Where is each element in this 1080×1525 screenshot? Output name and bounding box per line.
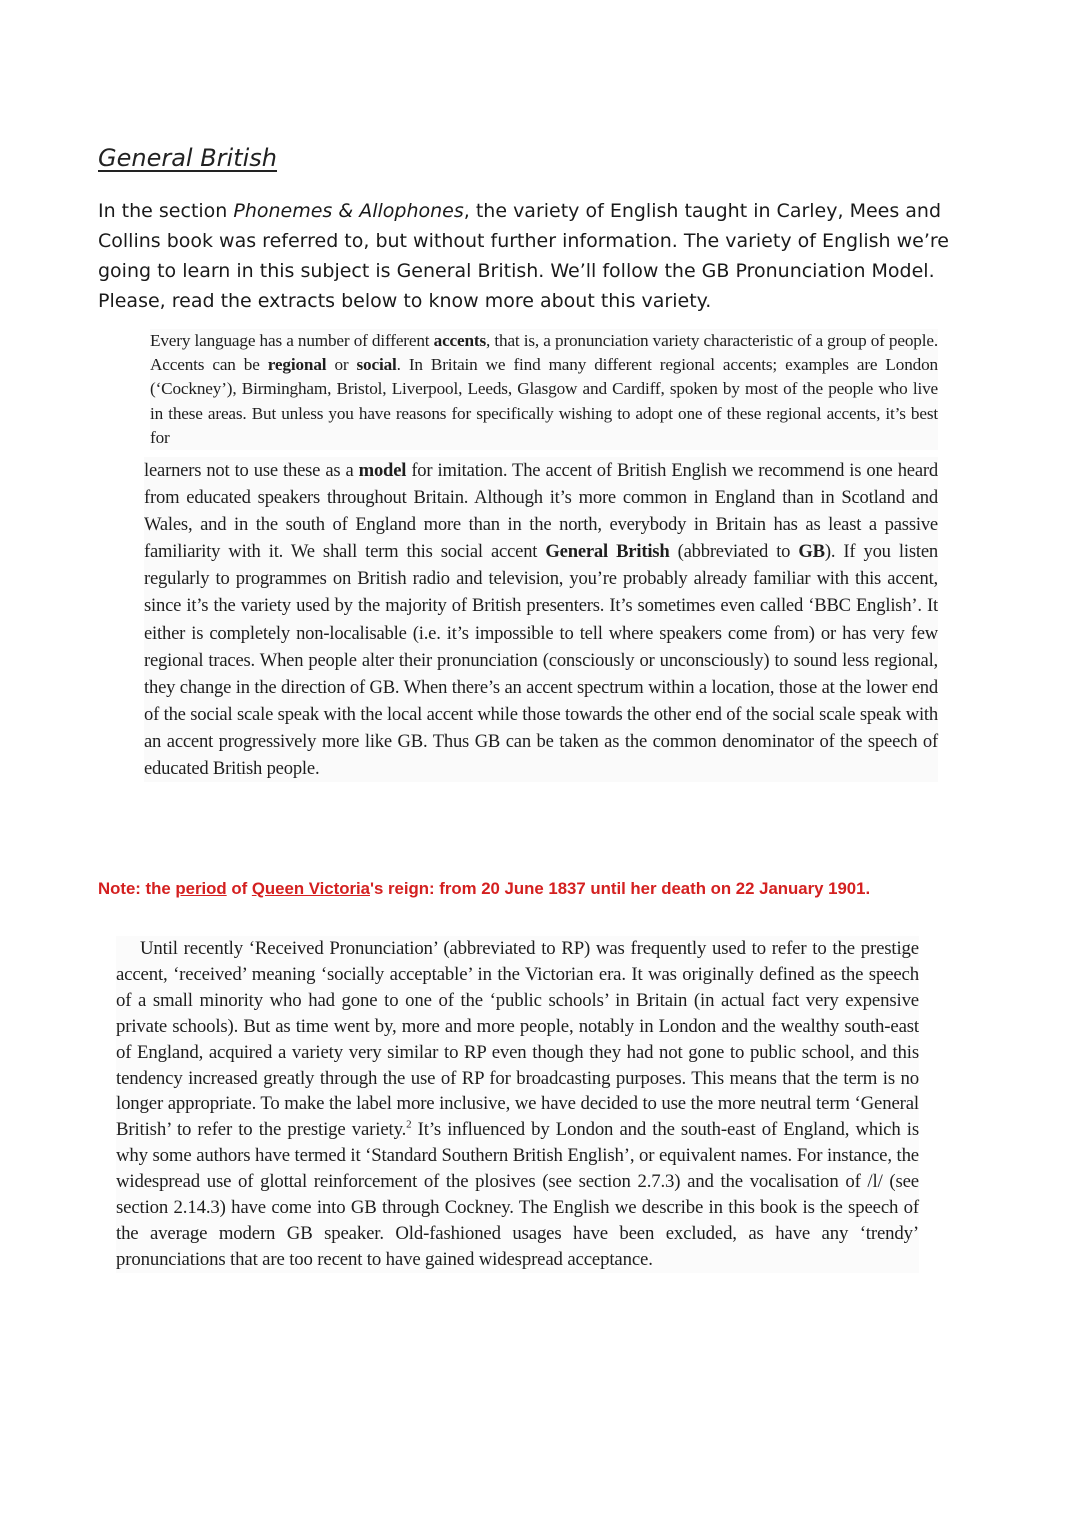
extract-term: model bbox=[358, 460, 407, 481]
extract-text: or bbox=[326, 355, 357, 375]
intro-text: In the section bbox=[98, 200, 234, 222]
extract-text: Every language has a number of different bbox=[150, 331, 434, 350]
extract-text: for imitation. The accent of British English we recommend is one heard from educated speakers throughout Britain. Although it’s more common in England than in Scotland and Wales, and in the south of England more than in the north, everybody in Britain has as least a passive familiarity with it. We shall term this social accent bbox=[144, 460, 938, 563]
page-title: General British bbox=[98, 144, 278, 172]
extract-received-pronunciation bbox=[116, 936, 919, 1273]
note-text: of bbox=[226, 879, 252, 898]
extract-text: Until recently ‘Received Pronunciation’ (abbreviated to RP) was frequently used to refer to the prestige accent, ‘received’ meaning ‘socially acceptable’ in the Victorian era. It was originally defined as the speech of a small minority who had gone to one of the ‘public schools’ in Britain (in actual fact very expensive private schools). But as time went by, more and more people, notably in London and the wealthy south-east of England, acquired a variety very similar to RP even though they had not gone to public school, and this tendency increased greatly through the use of RP for broadcasting purposes. This means that the term is no longer appropriate. To make the label more inclusive, we have decided to use the more neutral term ‘General British’ to refer to the prestige variety. bbox=[116, 938, 919, 1141]
extract-general-british bbox=[144, 457, 938, 782]
extract-text: learners not to use these as a bbox=[144, 460, 359, 481]
extract-text: , that is, a pronunciation variety characteristic of a group of people. Accents can be bbox=[150, 331, 938, 375]
note-text: Note: the bbox=[98, 879, 176, 898]
footnote-marker: 2 bbox=[406, 1119, 412, 1132]
extract-term: GB bbox=[798, 541, 825, 563]
intro-paragraph bbox=[98, 196, 988, 316]
period-link[interactable]: period bbox=[175, 879, 227, 898]
extract-accents bbox=[150, 329, 938, 450]
queen-victoria-link[interactable]: Queen Victoria bbox=[251, 879, 370, 898]
intro-section-name: Phonemes & Allophones bbox=[233, 200, 464, 222]
intro-text: , the variety of English taught in Carley, Mees and Collins book was referred to, but without further information. The variety of English we’re going to learn in this subject is General British. We’ll follow the GB Pronunciation Model. Please, read the extracts below to know more about this variety. bbox=[98, 200, 949, 312]
note-text: 's reign: from 20 June 1837 until her death on 22 January 1901. bbox=[369, 879, 871, 898]
extract-text: (abbreviated to bbox=[669, 541, 799, 563]
extract-text: It’s influenced by London and the south-east of England, which is why some authors have termed it ‘Standard Southern British English’, or equivalent names. For instance, the widespread use of glottal reinforcement of the plosives (see section 2.7.3) and the vocalisation of /l/ (see section 2.14.3) have come into GB through Cockney. The English we describe in this book is the speech of the average modern GB speaker. Old-fashioned usages have been excluded, as have any ‘trendy’ pronunciations that are too recent to have gained widespread acceptance. bbox=[116, 1119, 919, 1270]
extract-term: accents bbox=[433, 331, 487, 350]
extract-term: regional bbox=[267, 355, 327, 375]
extract-term: social bbox=[356, 355, 397, 375]
extract-text: ). If you listen regularly to programmes on British radio and television, you’re probably already familiar with this accent, since it’s the variety used by the majority of British presenters. It’s sometimes even called ‘BBC English’. It either is completely non-localisable (i.e. it’s impossible to tell where speakers come from) or has very few regional traces. When people alter their pronunciation (consciously or unconsciously) to sound less regional, they change in the direction of GB. When there’s an accent spectrum within a location, those at the lower end of the social scale speak with the local accent while those towards the other end of the social scale speak with an accent progressively more like GB. Thus GB can be taken as the common denominator of the speech of educated British people. bbox=[144, 541, 938, 780]
extract-text: . In Britain we find many different regional accents; examples are London (‘Cockney’), Birmingham, Bristol, Liverpool, Leeds, Glasgow and Cardiff, spoken by most of the people who live in these areas. But unless you have reasons for specifically wishing to adopt one of these regional accents, it’s best for bbox=[150, 355, 938, 447]
victoria-note bbox=[98, 877, 1018, 901]
extract-term: General British bbox=[545, 541, 670, 563]
